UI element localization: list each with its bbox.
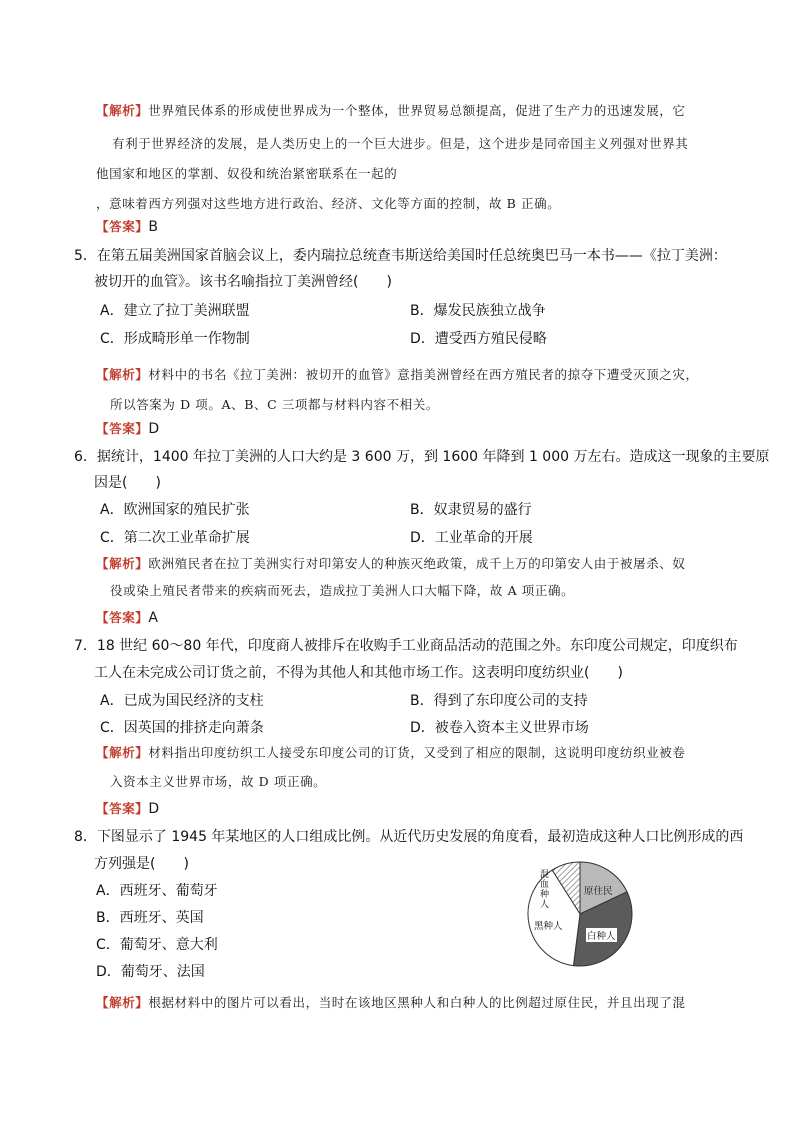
answer-tag: 【答案】 xyxy=(96,421,149,436)
analysis-tag: 【解析】 xyxy=(96,995,149,1010)
analysis-tag: 【解析】 xyxy=(96,367,149,382)
answer-line: 【答案】A xyxy=(96,610,159,626)
option-d: D．被卷入资本主义世界市场 xyxy=(410,720,589,736)
option-b: B．西班牙、英国 xyxy=(96,910,204,926)
option-d: D．葡萄牙、法国 xyxy=(96,964,205,980)
pie-label-mixed: 混血种人 xyxy=(540,870,550,910)
analysis-tag: 【解析】 xyxy=(96,103,149,118)
question-stem: 工人在未完成公司订货之前，不得为其他人和其他市场工作。这表明印度纺织业( ) xyxy=(94,665,623,681)
population-pie-figure xyxy=(526,858,634,970)
answer-tag: 【答案】 xyxy=(96,801,149,816)
question-stem: 因是( ) xyxy=(94,475,161,491)
option-d: D．遭受西方殖民侵略 xyxy=(410,331,547,347)
analysis-line: 【解析】材料中的书名《拉丁美洲：被切开的血管》意指美洲曾经在西方殖民者的掠夺下遭受灭顶之灾， xyxy=(96,367,699,382)
question-stem: 被切开的血管》。该书名喻指拉丁美洲曾经( ) xyxy=(94,274,392,290)
pie-label-white: 白种人 xyxy=(586,928,617,942)
analysis-line: ，意味着西方列强对这些地方进行政治、经济、文化等方面的控制，故 B 正确。 xyxy=(96,196,561,211)
analysis-line: 【解析】世界殖民体系的形成使世界成为一个整体，世界贸易总额提高，促进了生产力的迅速发展，它 xyxy=(96,103,686,118)
option-b: B．奴隶贸易的盛行 xyxy=(410,502,532,518)
option-d: D．工业革命的开展 xyxy=(410,530,533,546)
analysis-line: 他国家和地区的掌割、奴役和统治紧密联系在一起的 xyxy=(96,166,398,181)
option-a: A．已成为国民经济的支柱 xyxy=(100,693,264,709)
answer-tag: 【答案】 xyxy=(96,610,149,625)
answer-tag: 【答案】 xyxy=(96,219,149,234)
analysis-line: 【解析】材料指出印度纺织工人接受东印度公司的订货，又受到了相应的限制，这说明印度纺织业被卷 xyxy=(96,745,686,760)
analysis-line: 【解析】根据材料中的图片可以看出，当时在该地区黑种人和白种人的比例超过原住民，并且出现了混 xyxy=(96,995,686,1010)
answer-line: 【答案】B xyxy=(96,219,159,235)
answer-line: 【答案】D xyxy=(96,421,160,437)
answer-line: 【答案】D xyxy=(96,801,160,817)
analysis-line: 入资本主义世界市场，故 D 项正确。 xyxy=(110,774,327,789)
analysis-tag: 【解析】 xyxy=(96,745,149,760)
analysis-line: 有利于世界经济的发展，是人类历史上的一个巨大进步。但是，这个进步是同帝国主义列强对世界其 xyxy=(112,136,689,151)
option-b: B．得到了东印度公司的支持 xyxy=(410,693,588,709)
analysis-tag: 【解析】 xyxy=(96,556,149,571)
option-a: A．欧洲国家的殖民扩张 xyxy=(100,502,250,518)
option-b: B．爆发民族独立战争 xyxy=(410,303,546,319)
question-stem: 7．18 世纪 60～80 年代，印度商人被排斥在收购手工业商品活动的范围之外。东印度公司规定，印度织布 xyxy=(74,638,738,654)
analysis-line: 役或染上殖民者带来的疾病而死去，造成拉丁美洲人口大幅下降，故 A 项正确。 xyxy=(110,583,575,598)
option-c: C．葡萄牙、意大利 xyxy=(96,937,218,953)
analysis-line: 【解析】欧洲殖民者在拉丁美洲实行对印第安人的种族灭绝政策，成千上万的印第安人由于被屠杀、奴 xyxy=(96,556,686,571)
question-stem: 方列强是( ) xyxy=(94,856,189,872)
question-stem: 5．在第五届美洲国家首脑会议上，委内瑞拉总统查韦斯送给美国时任总统奥巴马一本书——《拉丁美洲： xyxy=(74,248,727,264)
question-stem: 8．下图显示了 1945 年某地区的人口组成比例。从近代历史发展的角度看，最初造成这种人口比例形成的西 xyxy=(74,829,744,845)
option-a: A．西班牙、葡萄牙 xyxy=(96,883,218,899)
option-c: C．第二次工业革命扩展 xyxy=(100,530,250,546)
question-stem: 6．据统计，1400 年拉丁美洲的人口大约是 3 600 万，到 1600 年降到 1 000 万左右。造成这一现象的主要原 xyxy=(74,449,770,465)
pie-label-native: 原住民 xyxy=(584,886,613,897)
pie-label-black: 黑种人 xyxy=(534,921,563,932)
option-c: C．形成畸形单一作物制 xyxy=(100,331,250,347)
option-a: A．建立了拉丁美洲联盟 xyxy=(100,303,250,319)
analysis-line: 所以答案为 D 项。A、B、C 三项都与材料内容不相关。 xyxy=(110,397,440,412)
option-c: C．因英国的排挤走向萧条 xyxy=(100,720,264,736)
